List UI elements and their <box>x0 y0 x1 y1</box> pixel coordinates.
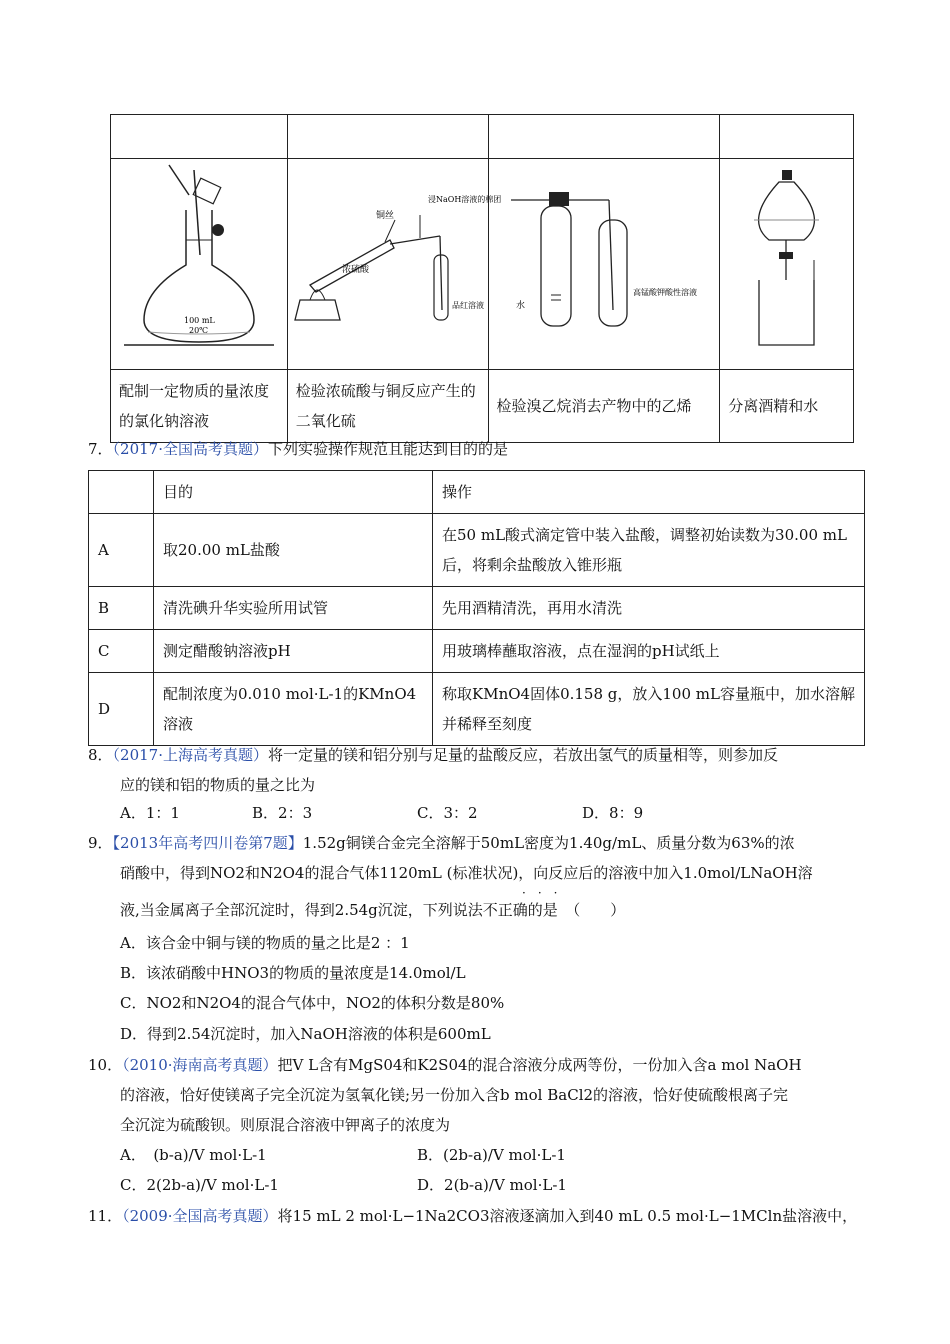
q9-stem-line1 <box>88 828 795 858</box>
q9-option-a[interactable]: A．该合金中铜与镁的物质的量之比是2 ：1 <box>120 934 410 952</box>
q9-source: 【2013年高考四川卷第7题】 <box>112 834 303 852</box>
q8-number: 8． <box>88 746 113 764</box>
kmno4-label: 高锰酸钾酸性溶液 <box>633 287 698 297</box>
q7-row-op: 先用酒精清洗，再用水清洗 <box>433 587 865 630</box>
ethylene-test-drawing <box>491 160 716 365</box>
q7-row-op: 称取KMnO4固体0.158 g，放入100 mL容量瓶中，加水溶解并稀释至刻度 <box>433 673 865 746</box>
q7-row-goal: 取20.00 mL盐酸 <box>154 514 433 587</box>
flask-volume-label: 100 mL <box>183 315 215 325</box>
q9-number: 9． <box>88 834 113 852</box>
separatory-funnel-figure <box>720 159 854 370</box>
q7-header-cell: 目的 <box>154 471 433 514</box>
separatory-funnel-drawing <box>724 160 849 365</box>
q11-stem <box>88 1201 857 1231</box>
q7-header-cell <box>89 471 154 514</box>
q7-row-goal: 测定醋酸钠溶液pH <box>154 630 433 673</box>
q7-table <box>88 470 865 746</box>
q7-row-key: A <box>89 514 154 587</box>
q7-text: 下列实验操作规范且能达到目的的是 <box>268 440 509 458</box>
q7-row-key: D <box>89 673 154 746</box>
q11-text: 将15 mL 2 mol·L−1Na2CO3溶液逐滴加入到40 mL 0.5 mol·L−1MCln盐溶液中， <box>277 1207 858 1225</box>
apparatus-header-cell <box>488 115 720 159</box>
copper-wire-label: 铜丝 <box>376 210 395 221</box>
q7-stem <box>88 434 508 464</box>
q8-line2: 应的镁和铝的物质的量之比为 <box>120 776 316 794</box>
q7-number: 7． <box>88 440 113 458</box>
caption-cell: 配制一定物质的量浓度的氯化钠溶液 <box>111 370 288 443</box>
q10-option-a[interactable]: A． (b-a)/V mol·L-1 <box>120 1146 267 1164</box>
q11-number: 11． <box>88 1207 123 1225</box>
caption-cell: 分离酒精和水 <box>720 370 854 443</box>
q10-line2: 的溶液，恰好使镁离子完全沉淀为氢氧化镁;另一份加入含b mol BaCl2的溶液，恰好使硫酸根离子完 <box>120 1086 789 1104</box>
q9-option-c[interactable]: C．NO2和N2O4的混合气体中，NO2的体积分数是80% <box>120 994 505 1012</box>
q11-source: （2009·全国高考真题） <box>122 1207 278 1225</box>
emphasis-dots: ··· <box>522 886 570 900</box>
q7-source: （2017·全国高考真题） <box>112 440 268 458</box>
q8-option-c[interactable]: C．3：2 <box>417 804 478 822</box>
flask-temp-label: 20℃ <box>188 325 209 335</box>
q9-line1: 1.52g铜镁合金完全溶解于50mL密度为1.40g/mL、质量分数为63%的浓 <box>302 834 795 852</box>
apparatus-table <box>110 114 854 443</box>
apparatus-header-cell <box>111 115 288 159</box>
q8-line1: 将一定量的镁和铝分别与足量的盐酸反应，若放出氢气的质量相等，则参加反 <box>268 746 779 764</box>
volumetric-flask-figure <box>111 159 288 370</box>
q10-source: （2010·海南高考真题） <box>122 1056 278 1074</box>
q10-option-b[interactable]: B．(2b-a)/V mol·L-1 <box>417 1146 566 1164</box>
q7-row-op: 在50 mL酸式滴定管中装入盐酸，调整初始读数为30.00 mL后，将剩余盐酸放入锥形瓶 <box>433 514 865 587</box>
q7-header-cell: 操作 <box>433 471 865 514</box>
q7-row-key: C <box>89 630 154 673</box>
caption-cell: 检验浓硫酸与铜反应产生的二氧化硫 <box>287 370 488 443</box>
q8-source: （2017·上海高考真题） <box>112 746 268 764</box>
copper-acid-drawing <box>290 160 502 365</box>
ethylene-test-figure <box>488 159 720 370</box>
caption-cell: 检验溴乙烷消去产物中的乙烯 <box>488 370 720 443</box>
conc-acid-label: 浓硫酸 <box>342 264 370 275</box>
q9-line3: 液,当金属离子全部沉淀时，得到2.54g沉淀，下列说法不正确的是 （ ） <box>120 901 626 919</box>
q7-row-goal: 配制浓度为0.010 mol·L-1的KMnO4溶液 <box>154 673 433 746</box>
q7-row-op: 用玻璃棒蘸取溶液，点在湿润的pH试纸上 <box>433 630 865 673</box>
q8-option-b[interactable]: B．2：3 <box>252 804 313 822</box>
q10-number: 10． <box>88 1056 123 1074</box>
volumetric-flask-drawing <box>114 160 284 365</box>
naoh-cotton-label: 浸NaOH溶液的棉团 <box>428 194 502 204</box>
q8-option-d[interactable]: D．8：9 <box>582 804 644 822</box>
q10-option-d[interactable]: D．2(b-a)/V mol·L-1 <box>417 1176 567 1194</box>
copper-acid-figure <box>287 159 502 370</box>
water-label: 水 <box>516 300 526 311</box>
q10-stem-line1 <box>88 1050 802 1080</box>
apparatus-header-cell <box>720 115 854 159</box>
q8-stem-line1 <box>88 740 778 770</box>
q7-row-goal: 清洗碘升华实验所用试管 <box>154 587 433 630</box>
q9-option-b[interactable]: B．该浓硝酸中HNO3的物质的量浓度是14.0mol/L <box>120 964 466 982</box>
q10-option-c[interactable]: C．2(2b-a)/V mol·L-1 <box>120 1176 279 1194</box>
q9-line2: 硝酸中，得到NO2和N2O4的混合气体1120mL (标准状况)，向反应后的溶液中加入1.0mol/LNaOH溶 <box>120 864 813 882</box>
q9-option-d[interactable]: D．得到2.54沉淀时，加入NaOH溶液的体积是600mL <box>120 1025 491 1043</box>
q7-row-key: B <box>89 587 154 630</box>
q10-line1: 把V L含有MgS04和K2S04的混合溶液分成两等份，一份加入含a mol NaOH <box>277 1056 802 1074</box>
apparatus-header-cell <box>287 115 488 159</box>
pink-red-label: 品红溶液 <box>452 300 485 310</box>
q10-line3: 全沉淀为硫酸钡。则原混合溶液中钾离子的浓度为 <box>120 1116 451 1134</box>
q8-option-a[interactable]: A．1：1 <box>120 804 180 822</box>
